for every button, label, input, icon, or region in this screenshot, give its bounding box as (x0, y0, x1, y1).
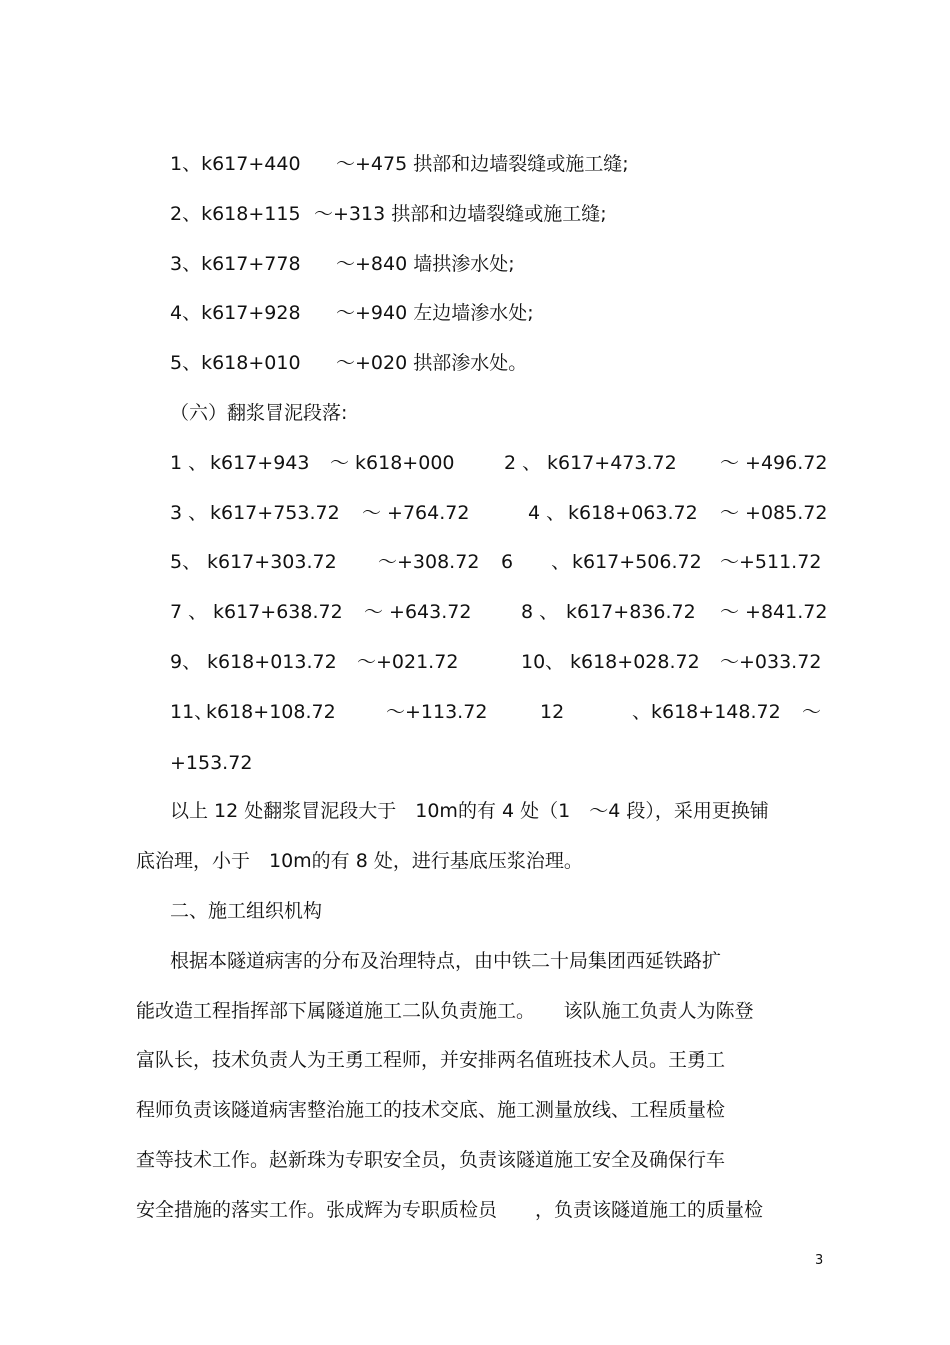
damage-item-1-desc: ～+475 拱部和边墙裂缝或施工缝; (336, 153, 629, 175)
item-number: 3、 (170, 253, 202, 275)
mud-row-6-wrap: +153.72 (170, 752, 253, 774)
mud-start: k618+063.72 (568, 502, 698, 524)
section-heading-2: 二、施工组织机构 (170, 900, 323, 922)
damage-item-3 (170, 251, 301, 277)
mud-end: ～+033.72 (720, 651, 822, 673)
item-start: k617+440 (201, 153, 301, 175)
org-line-6: 安全措施的落实工作。张成辉为专职质检员 ，负责该隧道施工的质量检 (136, 1199, 764, 1221)
damage-item-4-desc: ～+940 左边墙渗水处; (336, 302, 534, 324)
damage-item-5-desc: ～+020 拱部渗水处。 (336, 352, 528, 374)
mud-num: 1 、 (170, 452, 208, 474)
org-line-2: 能改造工程指挥部下属隧道施工二队负责施工。 该队施工负责人为陈登 (136, 1000, 754, 1022)
mud-end: ～ (802, 701, 822, 723)
mud-end: ～+113.72 (386, 701, 488, 723)
mud-start: k617+836.72 (566, 601, 696, 623)
mud-start: k617+506.72 (572, 551, 702, 573)
mud-num: 10、 (521, 651, 565, 673)
damage-item-5 (170, 350, 301, 376)
mud-end: ～ +085.72 (720, 502, 828, 524)
mud-num: 8 、 (521, 601, 559, 623)
item-number: 5、 (170, 352, 202, 374)
org-line-1: 根据本隧道病害的分布及治理特点，由中铁二十局集团西延铁路扩 (170, 950, 722, 972)
mud-end: ～+511.72 (720, 551, 822, 573)
summary-line-1: 以上 12 处翻浆冒泥段大于 10m的有 4 处（1 ～4 段），采用更换铺 (170, 800, 769, 822)
mud-end: ～ +841.72 (720, 601, 828, 623)
mud-end: ～ k618+000 (330, 452, 455, 474)
org-line-5: 查等技术工作。赵新珠为专职安全员，负责该隧道施工安全及确保行车 (136, 1149, 726, 1171)
item-number: 2、 (170, 203, 202, 225)
mud-num: 3 、 (170, 502, 208, 524)
mud-num: 11、 (170, 701, 214, 723)
mud-start: k617+638.72 (213, 601, 343, 623)
mud-end: ～ +643.72 (364, 601, 472, 623)
mud-num: 4 、 (528, 502, 566, 524)
item-number: 1、 (170, 153, 202, 175)
org-line-3: 富队长，技术负责人为王勇工程师，并安排两名值班技术人员。王勇工 (136, 1049, 726, 1071)
mud-num: 6 、 (501, 551, 571, 573)
mud-start: k618+108.72 (206, 701, 336, 723)
mud-num: 12 (540, 701, 565, 723)
mud-start: k617+943 (210, 452, 310, 474)
damage-item-4 (170, 300, 301, 326)
mud-end: ～ +496.72 (720, 452, 828, 474)
mud-num: 9、 (170, 651, 202, 673)
damage-item-3-desc: ～+840 墙拱渗水处; (336, 253, 515, 275)
item-start: k617+928 (201, 302, 301, 324)
mud-start: k617+303.72 (207, 551, 337, 573)
mud-num: 2 、 (504, 452, 542, 474)
mud-start: k617+473.72 (547, 452, 677, 474)
item-start: k618+115 (201, 203, 301, 225)
mud-start: k618+028.72 (570, 651, 700, 673)
item-start: k618+010 (201, 352, 301, 374)
page-number: 3 (815, 1253, 824, 1268)
item-start: k617+778 (201, 253, 301, 275)
mud-start: k618+013.72 (207, 651, 337, 673)
mud-end: ～+021.72 (357, 651, 459, 673)
mud-end: ～ +764.72 (362, 502, 470, 524)
damage-item-2 (170, 201, 301, 227)
mud-start: k617+753.72 (210, 502, 340, 524)
mud-end: ～+308.72 (378, 551, 480, 573)
mud-num: 7 、 (170, 601, 208, 623)
item-number: 4、 (170, 302, 202, 324)
org-line-4: 程师负责该隧道病害整治施工的技术交底、施工测量放线、工程质量检 (136, 1099, 726, 1121)
section-heading-6: （六）翻浆冒泥段落: (170, 402, 348, 424)
summary-line-2: 底治理，小于 10m的有 8 处，进行基底压浆治理。 (136, 850, 583, 872)
damage-item-1 (170, 151, 301, 177)
mud-num: 5、 (170, 551, 202, 573)
damage-item-2-desc: ～+313 拱部和边墙裂缝或施工缝; (314, 203, 607, 225)
mud-start: 、k618+148.72 (632, 701, 781, 723)
